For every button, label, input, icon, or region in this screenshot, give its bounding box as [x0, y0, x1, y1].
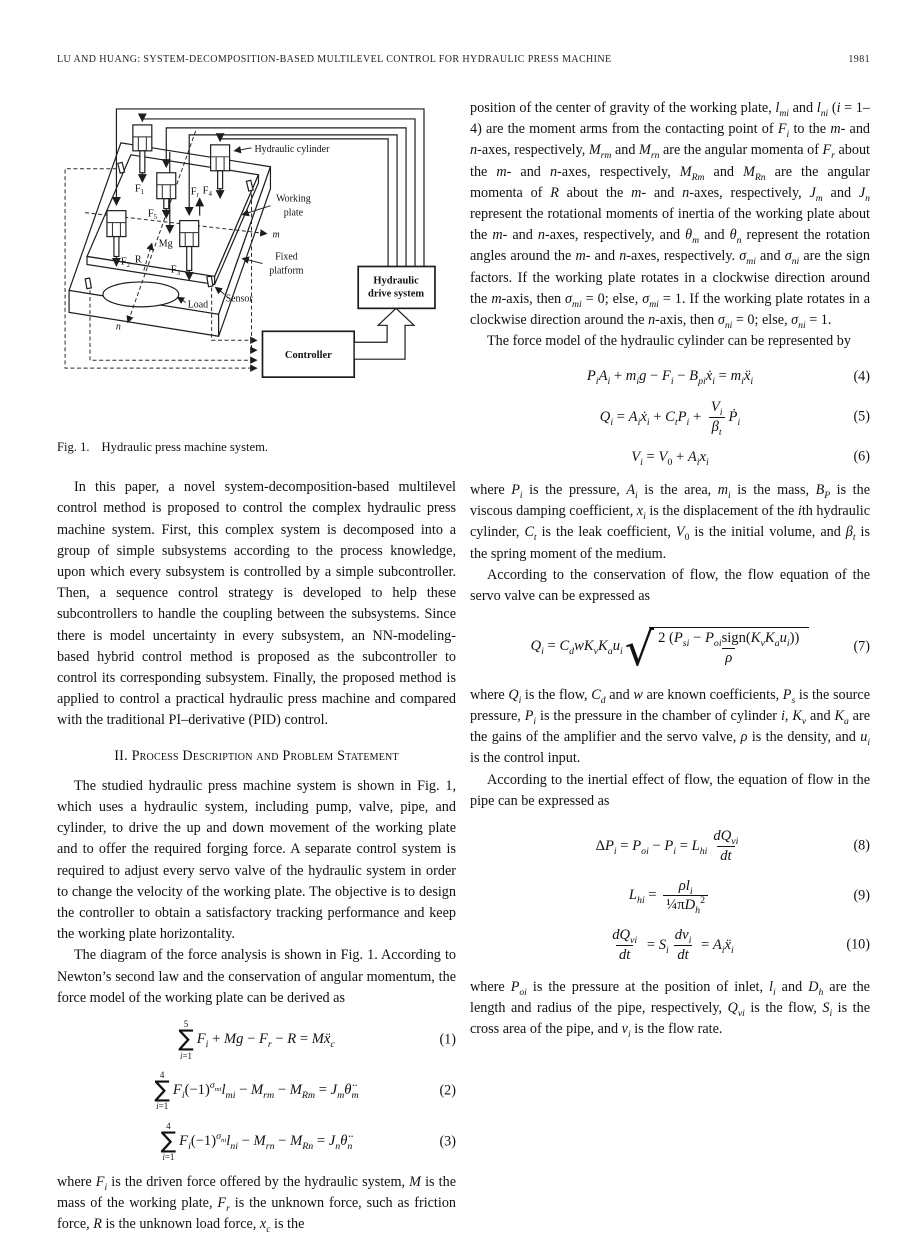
- svg-text:Hydraulic: Hydraulic: [373, 275, 419, 287]
- paragraph-where-flow: where $Q_i$ is the flow, $C_d$ and w are known coefficients, $P_s$ is the source pressure, $P_i$ is the pressure in the chamber of cylinder i, $K_v$ and $K_a$ are the gains of the amplifier and the servo valve, ρ is the density, and $u_i$ is the control input.: [470, 686, 871, 767]
- svg-text:drive system: drive system: [368, 288, 425, 300]
- figure-caption-tag: Fig. 1.: [57, 440, 90, 455]
- svg-text:m: m: [272, 229, 280, 241]
- svg-text:Mg: Mg: [158, 238, 173, 250]
- svg-text:F3: $F_3$: [170, 264, 181, 277]
- paragraph-where-inlet: where $P_{oi}$ is the pressure at the position of inlet, $l_i$ and $D_h$ are the length and radius of the pipe, respectively, $Q_{vi}$ is the flow, $S_i$ is the cross area of the pipe, and $v_i$ is the flow rate.: [470, 978, 870, 1040]
- paragraph-where-forces: where $F_i$ is the driven force offered by the hydraulic system, M is the mass of the working plate, $F_r$ is the unknown force, such as friction force, R is the unknown load force, $x_c$ is the: [57, 1173, 457, 1235]
- section-number: II.: [114, 747, 128, 764]
- svg-text:F1: $F_1$: [134, 183, 145, 197]
- paragraph-process: The studied hydraulic press machine system is shown in Fig. 1, which uses a hydraulic system, including pump, valve, pipe, and cylinder, to drive the up and down movement of the working plate and to offer the required forging force. A separate control system is required to adjust every servo valve of the hydraulic system in order to change the velocity of the working plate. The objective is to design the controller to obtain a satisfactory tracking performance and keep the working plate horizontality.: [57, 777, 456, 943]
- equation-4: $P_iA_i + m_ig - F_i$ − $B_{pi}ẋ_i$ = $m_iẍ_i$ (4): [586, 368, 870, 388]
- svg-text:Controller: Controller: [284, 350, 332, 362]
- label-hydraulic-cylinder: [235, 144, 331, 155]
- svg-text:Sensor: Sensor: [225, 293, 253, 305]
- right-column: [470, 98, 870, 1040]
- equation-10: $\frac{dQ_{vi}}{dt}$ = $S_i$ $\frac{dv_i}{dt}$ = $A_iẍ_i$ (10): [612, 927, 870, 963]
- figure-1-caption: [57, 439, 456, 455]
- figure-1: [57, 95, 456, 455]
- running-head: [57, 54, 870, 65]
- equation-8: $\Delta P_i = P_{oi} - P_i = L_{hi}$ $\frac{dQ_{vi}}{dt}$ (8): [595, 828, 870, 864]
- paragraph-intro: In this paper, a novel system-decomposition-based multilevel control method is proposed to control the complex hydraulic press machine system. First, this complex system is decomposed into a group of simple subsystems according to the process knowledge, upon which every subsystem is controlled by a simple subcontroller. Then, a sequence control strategy is developed to help these subcontrollers to handle the coupling between the subsystems. Since there is model uncertainty in every subsystem, an NN-modeling-based hybrid control method is proposed as the subcontroller to control its corresponding subsystem. Finally, the proposed method is applied to control a practical hydraulic press machine and compared with the traditional PI–derivative (PID) control.: [57, 479, 456, 729]
- svg-text:Working: Working: [276, 193, 311, 205]
- equation-1: 5 ∑ i=1 $F_i + Mg - F_r - R$ = Mẍ$_c$ (1): [178, 1019, 456, 1061]
- paragraph-inertial-effect: According to the inertial effect of flow, the equation of flow in the pipe can be expressed as: [470, 771, 870, 809]
- section-title: Process Description and Problem Statement: [131, 747, 399, 764]
- equation-7: $Q_i = C_dwK_vK_au_i$ √ $\frac{2 (P_{si} - P_{oi}sign(K_vK_au_i))}{\rho}$ (7): [530, 621, 870, 676]
- paragraph-cylinder-model: The force model of the hydraulic cylinder can be represented by: [487, 333, 851, 350]
- svg-text:F2: $F_2$: [120, 256, 131, 269]
- equation-5: $Q_i$ = $A_iẋ_i + C_tP_i$ + $\frac{V_i}{\beta_t}$ Ṗ$_i$ (5): [599, 398, 870, 438]
- svg-text:n: n: [115, 321, 121, 333]
- hydraulic-drive-system-box: [358, 266, 435, 308]
- paragraph-notation: position of the center of gravity of the working plate, $l_{mi}$ and $l_{ni}$ (i = 1–4) are the moment arms from the contacting point of $F_i$ to the m- and n-axes, respectively, $M_{rm}$ and $M_{rn}$ are the angular momenta of $F_r$ about the m- and n-axes, respectively, $M_{Rm}$ and $M_{Rn}$ are the angular momenta of R about the m- and n-axes, respectively, $J_m$ and $J_n$ represent the rotational moments of inertia of the working plate about the m- and n-axes, respectively, and $\theta_m$ and $\theta_n$ represent the rotation angles around the m- and n-axes, respectively. $\sigma_{mi}$ and $\sigma_{ni}$ are the sign factors. If the working plate rotates in a clockwise direction around the m-axis, then $\sigma_{mi} = 0$; else, $\sigma_{mi} = 1$. If the working plate rotates in a clockwise direction around the n-axis, then $\sigma_{ni} = 0$; else, $\sigma_{ni} = 1$.: [470, 100, 871, 331]
- svg-text:platform: platform: [269, 265, 304, 277]
- equation-6: $V_i = V_0 + A_ix_i$ (6): [631, 448, 870, 468]
- svg-text:Fixed: Fixed: [275, 251, 298, 263]
- svg-text:plate: plate: [283, 207, 304, 219]
- section-heading-2: [57, 746, 456, 767]
- svg-text:F5: $F_5$: [147, 208, 158, 222]
- load-workpiece: [103, 282, 179, 307]
- page-number: 1981: [848, 54, 870, 65]
- svg-text:Fr: $F_r$: [190, 186, 199, 200]
- paragraph-flow-conservation: According to the conservation of flow, the flow equation of the servo valve can be expressed as: [470, 566, 870, 605]
- paragraph-where-pressure: where $P_i$ is the pressure, $A_i$ is the area, $m_i$ is the mass, $B_P$ is the viscous damping coefficient, $x_i$ is the displacement of the ith hydraulic cylinder, $C_t$ is the leak coefficient, $V_0$ is the initial volume, and $\beta_t$ is the spring moment of the medium.: [470, 482, 871, 562]
- controller-box: [262, 331, 354, 377]
- figure-1-diagram: [57, 95, 456, 426]
- svg-text:Load: Load: [187, 299, 209, 311]
- running-title: LU AND HUANG: SYSTEM-DECOMPOSITION-BASED MULTILEVEL CONTROL FOR HYDRAULIC PRESS MACHINE: [57, 54, 612, 65]
- controller-to-drive-arrow: [354, 308, 414, 359]
- svg-text:Hydraulic cylinder: Hydraulic cylinder: [254, 143, 330, 155]
- figure-caption-text: Hydraulic press machine system.: [101, 440, 269, 455]
- equation-9: $L_{hi}$ = $\frac{\rho l_i}{\frac{1}{4}\pi D_h^2}$ (9): [628, 877, 870, 917]
- equation-2: 4 ∑ i=1 $F_i(-1)^{\sigma_{mi}}l_{mi} - M_{rm} - M_{Rm}$ = $J_m\thetä_m$ (2): [154, 1069, 456, 1112]
- paragraph-force-analysis: The diagram of the force analysis is shown in Fig. 1. According to Newton’s second law and the conservation of angular momentum, the force model of the working plate can be derived as: [57, 947, 456, 1006]
- svg-text:F4: $F_4$: [202, 185, 212, 199]
- left-column: [57, 95, 456, 1235]
- equation-3: 4 ∑ i=1 $F_i(-1)^{\sigma_{ni}}l_{ni} - M_{rn} - M_{Rn}$ = $J_n\thetä_n$ (3): [160, 1120, 456, 1163]
- svg-text:R: R: [134, 254, 142, 266]
